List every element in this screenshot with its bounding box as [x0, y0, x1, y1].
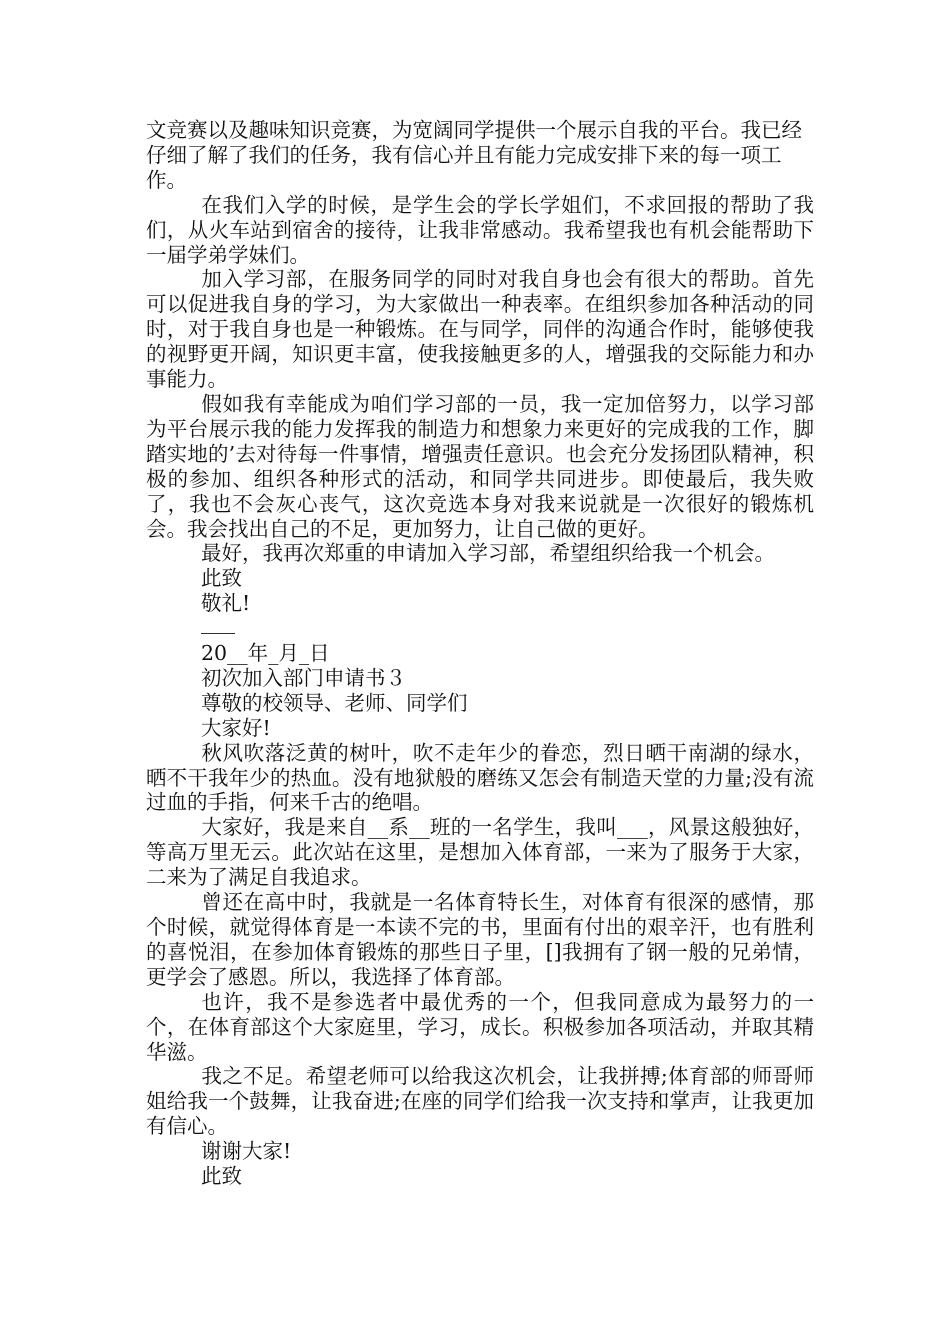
closing-request-line: 最好，我再次郑重的申请加入学习部，希望组织给我一个机会。	[201, 541, 775, 566]
paragraph-senior-help: 在我们入学的时候，是学生会的学长学姐们，不求回报的帮助了我们，从火车站到宿舍的接待，让我非常感动。我希望我也有机会能帮助下一届学弟学妹们。	[146, 192, 814, 267]
paragraph-contest-platform: 文竞赛以及趣味知识竞赛，为宽阔同学提供一个展示自我的平台。我已经仔细了解了我们的任务，我有信心并且有能力完成安排下来的每一项工作。	[146, 118, 802, 192]
paragraph-maybe-not-best: 也许，我不是参选者中最优秀的一个，但我同意成为最努力的一个，在体育部这个大家庭里，学习，成长。积极参加各项活动，并取其精华滋。	[146, 989, 814, 1064]
paragraph-if-selected: 假如我有幸能成为咱们学习部的一员，我一定加倍努力，以学习部为平台展示我的能力发挥我的制造力和想象力来更好的完成我的工作，脚踏实地的’去对待每一件事情，增强责任意识。也会充分发扬团队精神，积极的参加、组织各种形式的活动，和同学共同进步。即使最后，我失败了，我也不会灰心丧气，这次竞选本身对我来说就是一次很好的锻炼机会。我会找出自己的不足，更加努力，让自己做的更好。	[146, 391, 814, 541]
section-title-3: 初次加入部门申请书３	[201, 665, 406, 690]
document-page	[146, 118, 814, 1189]
thanks-line: 谢谢大家!	[201, 1139, 292, 1164]
salutation-cizhi-2: 此致	[201, 1164, 242, 1189]
paragraph-self-intro: 大家好，我是来自__系__班的一名学生，我叫___，风景这般独好，等高万里无云。此次站在这里，是想加入体育部，一来为了服务于大家，二来为了满足自我追求。	[146, 815, 814, 890]
paragraph-autumn-wind: 秋风吹落泛黄的树叶，吹不走年少的眷恋，烈日晒干南湖的绿水，晒不干我年少的热血。没有地狱般的磨练又怎会有制造天堂的力量;没有流过血的手指，何来千古的绝唱。	[146, 740, 814, 815]
paragraph-high-school: 曾还在高中时，我就是一名体育特长生，对体育有很深的感情，那个时候，就觉得体育是一本读不完的书，里面有付出的艰辛汗，也有胜利的喜悦泪，在参加体育锻炼的那些日子里，[]我拥有了钢一般的兄弟情，更学会了感恩。所以，我选择了体育部。	[146, 890, 814, 989]
paragraph-my-shortcomings: 我之不足。希望老师可以给我这次机会，让我拼搏;体育部的师哥师姐给我一个鼓舞，让我奋进;在座的同学们给我一次支持和掌声，让我更加有信心。	[146, 1064, 814, 1139]
signature-blank-line	[146, 616, 814, 641]
date-line: 20__年_月_日	[201, 641, 330, 666]
salutation-jingli: 敬礼!	[201, 591, 251, 616]
paragraph-join-study-dept: 加入学习部，在服务同学的同时对我自身也会有很大的帮助。首先可以促进我自身的学习，为大家做出一种表率。在组织参加各种活动的同时，对于我自身也是一种锻炼。在与同学，同伴的沟通合作时，能够使我的视野更开阔，知识更丰富，使我接触更多的人，增强我的交际能力和办事能力。	[146, 267, 814, 392]
signature-rule	[201, 633, 235, 634]
greeting-hello: 大家好!	[201, 715, 271, 740]
greeting-addressees: 尊敬的校领导、老师、同学们	[201, 690, 468, 715]
salutation-cizhi: 此致	[201, 566, 242, 591]
